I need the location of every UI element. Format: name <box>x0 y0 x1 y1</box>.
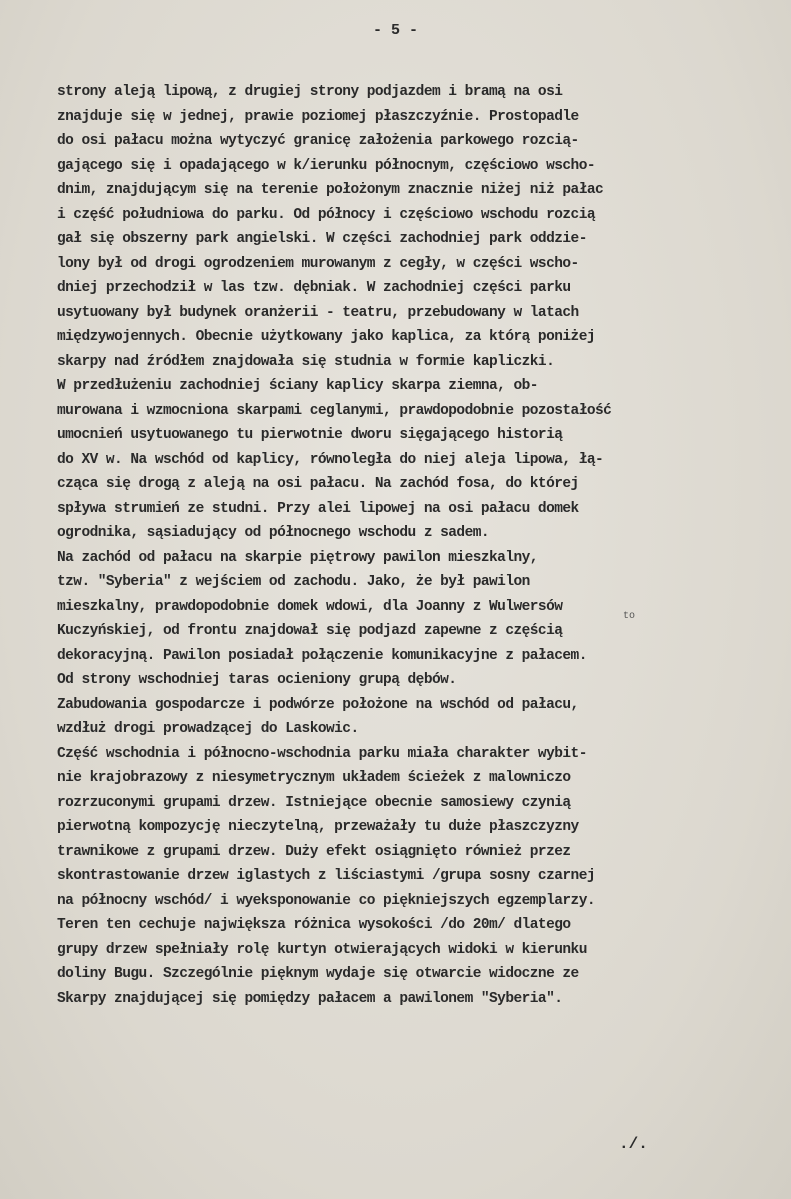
text-line: Skarpy znajdującej się pomiędzy pałacem a pawilonem "Syberia". <box>57 990 563 1007</box>
text-line: dniej przechodził w las tzw. dębniak. W zachodniej części parku <box>57 280 571 296</box>
text-line: spływa strumień ze studni. Przy alei lipowej na osi pałacu domek <box>57 500 579 517</box>
text-line: i część południowa do parku. Od północy i częściowo wschodu rozcią <box>57 206 595 223</box>
text-line: do osi pałacu można wytyczyć granicę założenia parkowego rozcią- <box>57 133 579 149</box>
text-line: dnim, znajdującym się na terenie położonym znacznie niżej niż pałac <box>57 182 604 198</box>
text-line: nie krajobrazowy z niesymetrycznym układem ścieżek z malowniczo <box>57 770 571 786</box>
page-number: - 5 - <box>372 22 418 39</box>
text-line: lony był od drogi ogrodzeniem murowanym z cegły, w części wscho- <box>57 255 579 272</box>
text-line: tzw. "Syberia" z wejściem od zachodu. Jako, że był pawilon <box>57 574 530 590</box>
text-line: mieszkalny, prawdopodobnie domek wdowi, dla Joanny z Wulwersów <box>57 598 563 615</box>
text-line: ogrodnika, sąsiadujący od północnego wschodu z sadem. <box>57 525 490 541</box>
text-line: umocnień usytuowanego tu pierwotnie dworu sięgającego historią <box>57 427 563 443</box>
handwritten-annotation: to <box>623 611 636 622</box>
text-line: Kuczyńskiej, od frontu znajdował się podjazd zapewne z częścią <box>57 623 563 639</box>
text-line: Na zachód od pałacu na skarpie piętrowy pawilon mieszkalny, <box>57 549 538 566</box>
text-line: rozrzuconymi grupami drzew. Istniejące obecnie samosiewy czynią <box>57 794 571 811</box>
text-line: murowana i wzmocniona skarpami ceglanymi, prawdopodobnie pozostałość <box>57 402 612 419</box>
text-line: strony aleją lipową, z drugiej strony podjazdem i bramą na osi <box>57 84 563 100</box>
document-body <box>57 80 777 1011</box>
text-line: grupy drzew spełniały rolę kurtyn otwierających widoki w kierunku <box>57 941 587 958</box>
text-line: pierwotną kompozycję nieczytelną, przeważały tu duże płaszczyzny <box>57 819 579 835</box>
text-line: wzdłuż drogi prowadzącej do Laskowic. <box>57 721 359 737</box>
text-line: znajduje się w jednej, prawie poziomej płaszczyźnie. Prostopadle <box>57 108 579 125</box>
continuation-mark: ./. <box>619 1135 648 1153</box>
text-line: do XV w. Na wschód od kaplicy, równoległa do niej aleja lipowa, łą- <box>57 451 604 468</box>
text-line: W przedłużeniu zachodniej ściany kaplicy skarpa ziemna, ob- <box>57 378 538 394</box>
text-line: międzywojennych. Obecnie użytkowany jako kaplica, za którą poniżej <box>57 329 595 345</box>
text-line: gającego się i opadającego w k/ierunku północnym, częściowo wscho- <box>57 157 595 174</box>
text-line: gał się obszerny park angielski. W części zachodniej park oddzie- <box>57 231 587 247</box>
text-line: dekoracyjną. Pawilon posiadał połączenie komunikacyjne z pałacem. <box>57 647 587 664</box>
text-line: doliny Bugu. Szczególnie pięknym wydaje się otwarcie widoczne ze <box>57 966 579 982</box>
text-line: na północny wschód/ i wyeksponowanie co piękniejszych egzemplarzy. <box>57 892 595 909</box>
text-line: Część wschodnia i północno-wschodnia parku miała charakter wybit- <box>57 745 587 762</box>
text-line: skarpy nad źródłem znajdowała się studnia w formie kapliczki. <box>57 353 555 370</box>
text-line: usytuowany był budynek oranżerii - teatru, przebudowany w latach <box>57 304 579 321</box>
text-line: Teren ten cechuje największa różnica wysokości /do 20m/ dlatego <box>57 917 571 933</box>
text-line: trawnikowe z grupami drzew. Duży efekt osiągnięto również przez <box>57 843 571 860</box>
text-line: skontrastowanie drzew iglastych z liściastymi /grupa sosny czarnej <box>57 868 595 884</box>
text-line: cząca się drogą z aleją na osi pałacu. Na zachód fosa, do której <box>57 476 579 492</box>
text-line: Od strony wschodniej taras ocieniony grupą dębów. <box>57 672 457 688</box>
text-line: Zabudowania gospodarcze i podwórze położone na wschód od pałacu, <box>57 696 579 713</box>
